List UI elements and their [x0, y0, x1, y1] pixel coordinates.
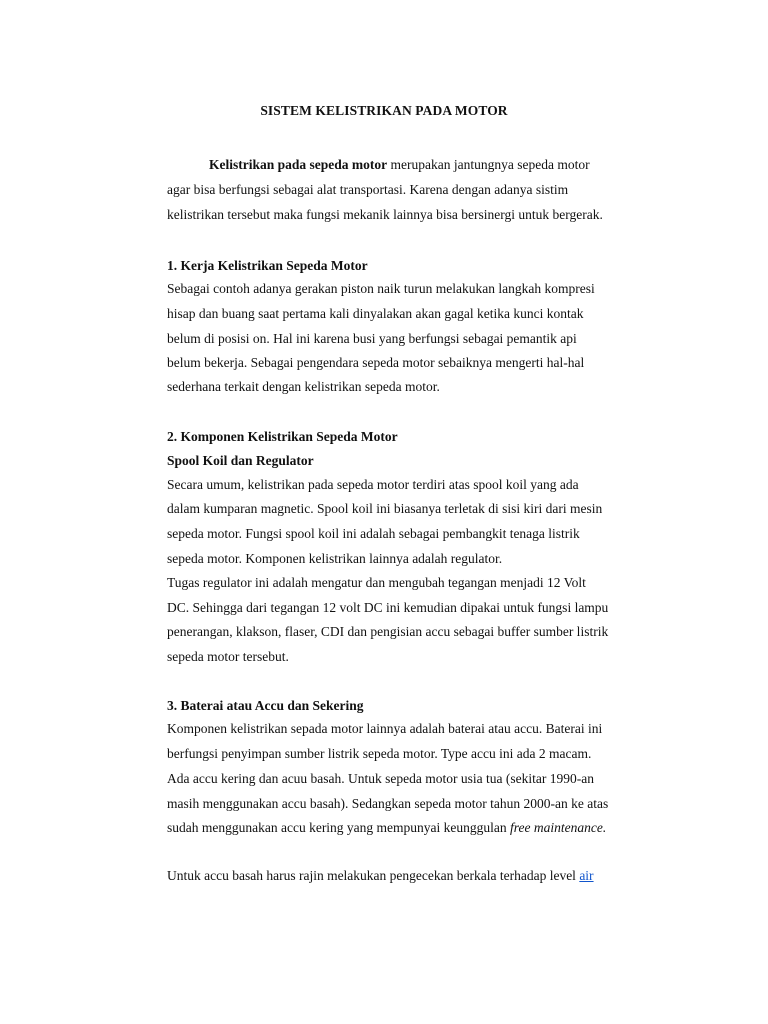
section2-line: sepeda motor. Komponen kelistrikan lainnya adalah regulator. — [167, 551, 503, 566]
intro-line-3: kelistrikan tersebut maka fungsi mekanik lainnya bisa bersinergi untuk bergerak. — [167, 207, 603, 222]
section3-line: masih menggunakan accu basah). Sedangkan sepeda motor tahun 2000-an ke atas — [167, 796, 609, 811]
free-maintenance-italic: free maintenance. — [510, 820, 607, 835]
document-title: SISTEM KELISTRIKAN PADA MOTOR — [260, 103, 508, 118]
section1-line: sederhana terkait dengan kelistrikan sepeda motor. — [167, 379, 440, 394]
section2-heading: 2. Komponen Kelistrikan Sepeda Motor — [167, 429, 398, 444]
section2-line: sepeda motor. Fungsi spool koil ini adalah sebagai pembangkit tenaga listrik — [167, 526, 580, 541]
closing-line — [167, 866, 637, 886]
section3-line: berfungsi penyimpan sumber listrik sepeda motor. Type accu ini ada 2 macam. — [167, 746, 592, 761]
section1-line: hisap dan buang saat pertama kali dinyalakan akan gagal ketika kunci kontak — [167, 306, 584, 321]
closing-text: Untuk accu basah harus rajin melakukan pengecekan berkala terhadap level — [167, 868, 580, 883]
section3-last-line-text: sudah menggunakan accu kering yang mempunyai keunggulan — [167, 820, 511, 835]
intro-line-1 — [209, 155, 679, 175]
intro-line-1-rest: merupakan jantungnya sepeda motor — [387, 157, 590, 172]
section2-line: Secara umum, kelistrikan pada sepeda motor terdiri atas spool koil yang ada — [167, 477, 579, 492]
section3-heading: 3. Baterai atau Accu dan Sekering — [167, 698, 364, 713]
section2-line: sepeda motor tersebut. — [167, 649, 289, 664]
section2-line: penerangan, klakson, flaser, CDI dan pengisian accu sebagai buffer sumber listrik — [167, 624, 609, 639]
section2-subheading: Spool Koil dan Regulator — [167, 453, 314, 468]
air-link[interactable]: air — [579, 868, 594, 883]
section3-line: Komponen kelistrikan sepada motor lainnya adalah baterai atau accu. Baterai ini — [167, 721, 603, 736]
section1-line: Sebagai contoh adanya gerakan piston naik turun melakukan langkah kompresi — [167, 281, 595, 296]
intro-bold-lead: Kelistrikan pada sepeda motor — [209, 157, 388, 172]
section1-heading: 1. Kerja Kelistrikan Sepeda Motor — [167, 258, 368, 273]
section3-last-line — [167, 818, 637, 838]
intro-line-2: agar bisa berfungsi sebagai alat transportasi. Karena dengan adanya sistim — [167, 182, 569, 197]
section2-line: Tugas regulator ini adalah mengatur dan mengubah tegangan menjadi 12 Volt — [167, 575, 586, 590]
section2-line: dalam kumparan magnetic. Spool koil ini biasanya terletak di sisi kiri dari mesin — [167, 501, 603, 516]
section1-line: belum di posisi on. Hal ini karena busi yang berfungsi sebagai pemantik api — [167, 331, 577, 346]
section2-line: DC. Sehingga dari tegangan 12 volt DC ini kemudian dipakai untuk fungsi lampu — [167, 600, 609, 615]
section3-line: Ada accu kering dan acuu basah. Untuk sepeda motor usia tua (sekitar 1990-an — [167, 771, 594, 786]
section1-line: belum bekerja. Sebagai pengendara sepeda motor sebaiknya mengerti hal-hal — [167, 355, 585, 370]
